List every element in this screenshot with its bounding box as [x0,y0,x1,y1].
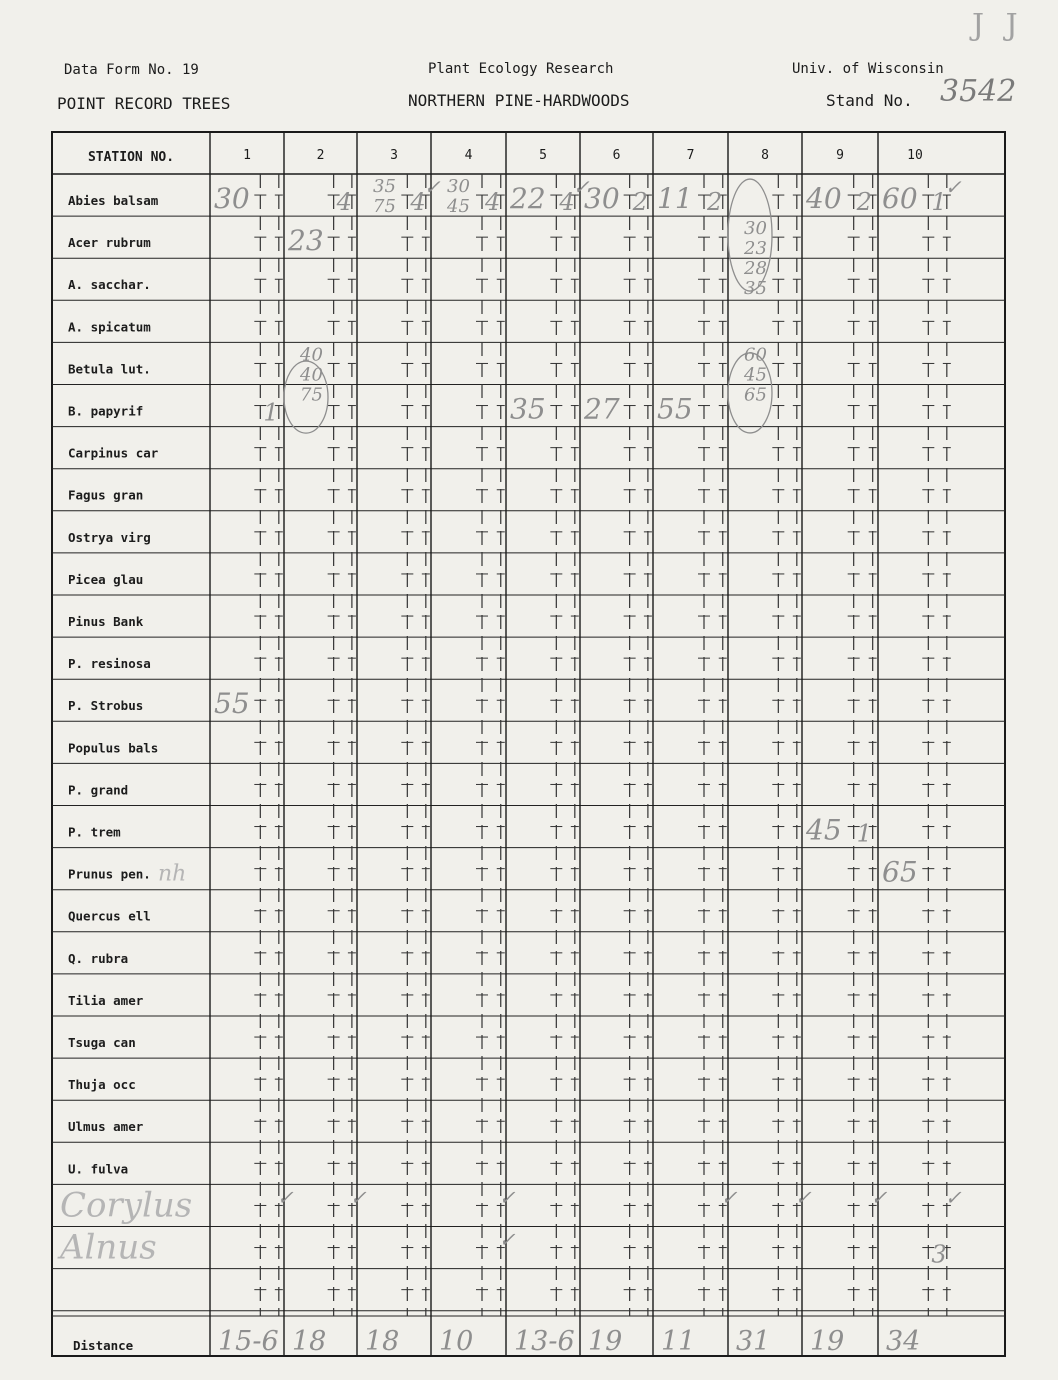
station-number: 10 [907,148,923,163]
table-frame [52,132,1005,1356]
handwritten-entry: 3 [931,1240,947,1269]
distance-label: Distance [73,1338,134,1353]
form-number: Data Form No. 19 [64,62,199,78]
handwritten-entry: ✓ [423,175,441,199]
handwritten-entry: 75 [373,196,396,217]
distance-value: 18 [292,1326,327,1357]
handwritten-entry: 35 [373,176,396,197]
distance-value: 19 [810,1326,845,1357]
species-name: Fagus gran [68,487,144,503]
station-number: 2 [316,148,325,163]
handwritten-entry: ✓ [794,1185,812,1210]
handwritten-entry: ✓ [498,1185,516,1210]
handwritten-entry: ✓ [498,1227,516,1252]
species-name: Ostrya virg [68,529,151,545]
handwritten-entry: 60 [882,182,918,215]
distance-value: 18 [365,1326,400,1357]
forest-type: NORTHERN PINE-HARDWOODS [408,91,630,110]
handwritten-entry: ✓ [572,175,590,199]
handwritten-entry: 30 [214,182,250,215]
station-number: 8 [761,148,769,163]
handwritten-entry: 4 [485,188,501,216]
handwritten-entry: 75 [300,384,323,406]
station-number: 4 [464,148,473,163]
distance-value: 10 [439,1326,474,1357]
station-number: 9 [836,148,844,163]
species-name: P. Strobus [68,698,144,714]
stand-number: 3542 [940,74,1017,109]
station-number: 7 [686,148,695,163]
form-title: POINT RECORD TREES [57,94,231,113]
distance-value: 19 [588,1326,623,1357]
species-name: Picea glau [68,571,144,587]
handwritten-entry: 2 [856,188,872,216]
species-name: B. papyrif [68,403,144,419]
handwritten-entry: 60 [744,344,767,366]
station-label: STATION NO. [87,150,175,165]
species-name: Ulmus amer [68,1119,144,1135]
distance-value: 15-6 [218,1326,279,1357]
distance-value: 13-6 [514,1326,575,1357]
handwritten-entry: 55 [214,687,250,721]
distance-value: 31 [736,1326,771,1357]
species-name: A. sacchar. [68,277,151,293]
station-number: 5 [539,148,547,163]
stand-label: Stand No. [826,91,913,110]
species-name: Pinus Bank [68,614,144,629]
handwritten-entry: 35 [744,278,767,300]
species-name: Thuja occ [68,1077,136,1093]
handwritten-entry: 40 [300,344,323,366]
species-name: U. fulva [68,1161,129,1177]
handwritten-entry: 11 [657,182,693,215]
species-name: P. grand [68,782,129,798]
species-name: P. resinosa [68,656,151,672]
handwritten-entry: 40 [300,364,323,386]
handwritten-entry: 65 [882,855,918,889]
handwritten-entry: ✓ [349,1185,367,1210]
handwritten-entry: 30 [447,176,470,197]
handwritten-entry: 45 [744,364,767,386]
species-name: P. trem [68,824,121,840]
handwritten-entry: 27 [584,392,620,426]
handwritten-entry: 1 [263,398,279,427]
organization: Plant Ecology Research [428,61,614,77]
handwritten-entry: 30 [584,182,620,215]
handwritten-entry: 4 [410,188,426,216]
handwritten-entry: 55 [657,392,693,426]
distance-value: 34 [886,1326,921,1357]
handwritten-entry: 23 [744,238,767,260]
distance-value: 11 [661,1326,696,1357]
handwritten-entry: 4 [336,188,352,216]
handwritten-entry: 2 [707,188,723,216]
handwritten-species: Corylus [60,1185,193,1226]
species-name: Tilia amer [68,992,144,1008]
handwritten-entry: 28 [744,258,767,280]
handwritten-entry: 1 [856,819,872,848]
handwritten-entry: ✓ [944,1185,962,1210]
handwritten-entry: ✓ [944,175,962,199]
university: Univ. of Wisconsin [792,61,944,77]
species-name: Abies balsam [68,193,159,208]
species-name: Tsuga can [68,1035,136,1050]
handwritten-entry: 65 [744,384,767,406]
species-name: Acer rubrum [68,235,151,251]
species-name: A. spicatum [68,319,151,335]
species-name: Quercus ell [68,908,151,924]
species-name: Prunus pen. [68,866,151,882]
corner-initials: J J [972,8,1024,43]
handwritten-entry: 1 [931,188,947,216]
handwritten-note: nh [158,861,187,887]
handwritten-entry: ✓ [870,1185,888,1210]
handwritten-entry: 35 [510,392,546,426]
handwritten-entry: 23 [288,224,324,258]
species-name: Populus bals [68,740,159,756]
handwritten-entry: 40 [806,182,842,215]
handwritten-species: Alnus [60,1227,157,1268]
station-number: 1 [243,148,251,163]
handwritten-entry: 30 [744,218,767,240]
species-name: Q. rubra [68,950,129,966]
species-name: Carpinus car [68,445,159,461]
handwritten-entry: 2 [632,188,648,216]
handwritten-entry: 4 [559,188,575,216]
station-number: 3 [390,148,398,163]
handwritten-entry: 45 [447,196,470,217]
station-number: 6 [612,148,621,163]
handwritten-entry: ✓ [720,1185,738,1210]
species-name: Betula lut. [68,361,151,377]
handwritten-entry: 22 [510,182,546,215]
handwritten-entry: ✓ [276,1185,294,1210]
handwritten-entry: 45 [806,813,842,847]
